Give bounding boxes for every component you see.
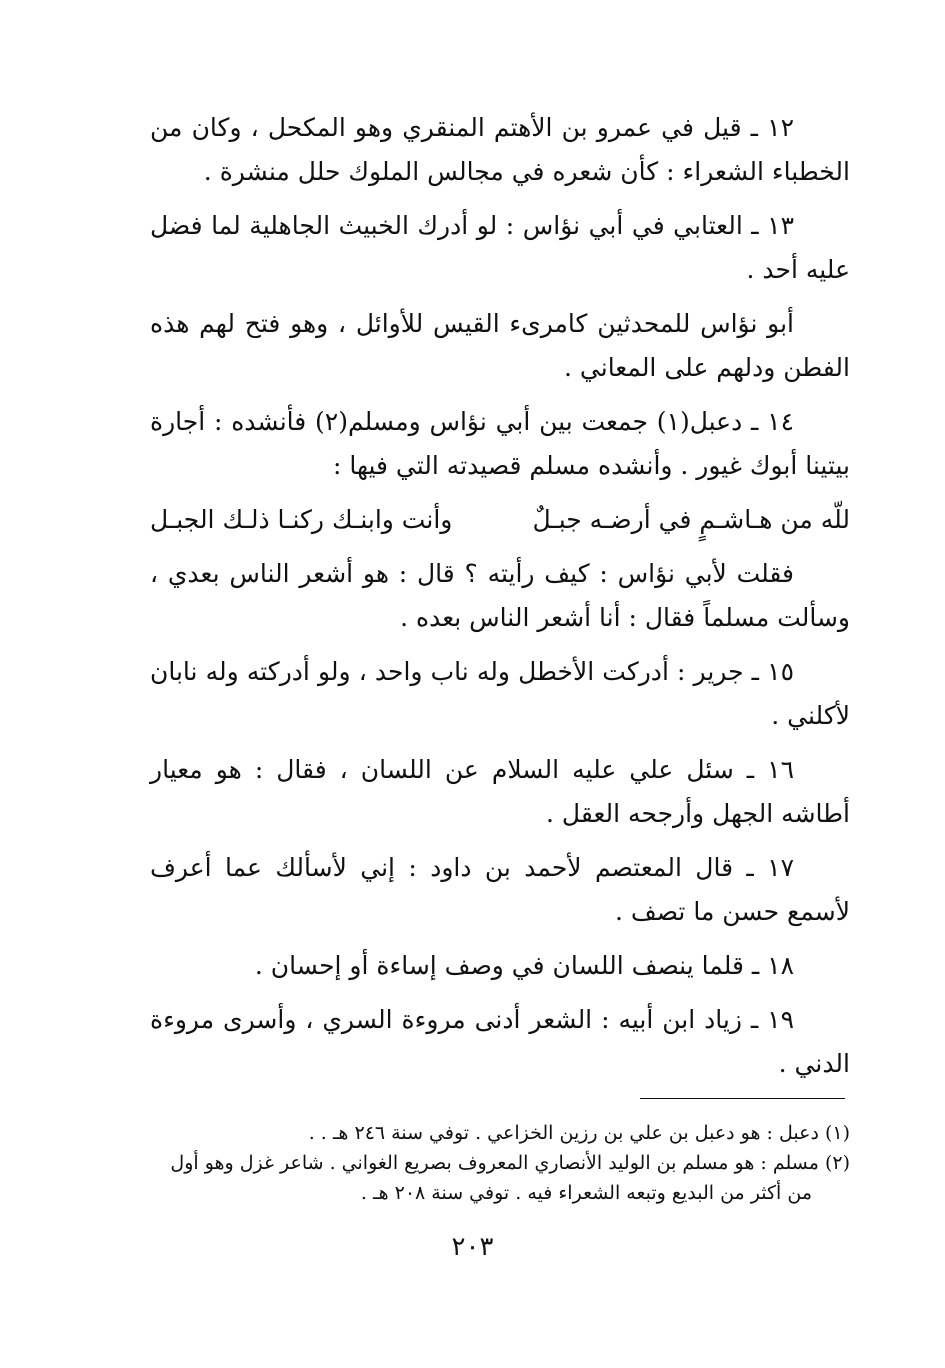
footnote-1: (١) دعبل : هو دعبل بن علي بن رزين الخزاعي . توفي سنة ٢٤٦ هـ . . [308,1122,850,1144]
paragraph-12: ١٢ ـ قيل في عمرو بن الأهتم المنقري وهو المكحل ، وكان من الخطباء الشعراء : كأن شعره في مجالس الملوك حلل منشرة . [150,113,850,186]
footnote-2: (٢) مسلم : هو مسلم بن الوليد الأنصاري المعروف بصريع الغواني . شاعر غزل وهو أول [170,1152,850,1174]
footnotes [150,1118,850,1208]
paragraph-18: ١٨ ـ قلما ينصف اللسان في وصف إساءة أو إحسان . [254,951,794,980]
verse-second-hemistich: وأنت وابنـك ركنـا ذلـك الجبـل [150,505,453,534]
paragraph-17: ١٧ ـ قال المعتصم لأحمد بن داود : إني لأسألك عما أعرف لأسمع حسن ما تصف . [150,853,850,926]
page-number: ٢٠٣ [451,1232,494,1262]
paragraph-14-continued: فقلت لأبي نؤاس : كيف رأيته ؟ قال : هو أشعر الناس بعدي ، وسألت مسلماً فقال : أنا أشعر الناس بعده . [150,559,850,632]
verse-first-hemistich: للّه من هـاشـمٍ في أرضـه جبـلٌ [532,505,850,534]
paragraph-14: ١٤ ـ دعبل(١) جمعت بين أبي نؤاس ومسلم(٢) فأنشده : أجارة بيتينا أبوك غيور . وأنشده مسلم قصيدته التي فيها : [150,407,850,480]
paragraph-19: ١٩ ـ زياد ابن أبيه : الشعر أدنى مروءة السري ، وأسرى مروءة الدني . [150,1005,850,1078]
paragraph-16: ١٦ ـ سئل علي عليه السلام عن اللسان ، فقال : هو معيار أطاشه الجهل وأرجحه العقل . [150,755,850,828]
footnote-divider [640,1098,845,1099]
footnote-2-continuation: من أكثر من البديع وتبعه الشعراء فيه . توفي سنة ٢٠٨ هـ . [360,1182,812,1204]
paragraph-15: ١٥ ـ جرير : أدركت الأخطل وله ناب واحد ، ولو أدركته وله نابان لأكلني . [150,657,850,730]
paragraph-13: ١٣ ـ العتابي في أبي نؤاس : لو أدرك الخبيث الجاهلية لما فضل عليه أحد . [150,211,850,284]
main-text [150,106,850,1096]
poetry-verse [150,498,850,542]
paragraph-13-continued: أبو نؤاس للمحدثين كامرىء القيس للأوائل ، وهو فتح لهم هذه الفطن ودلهم على المعاني . [150,309,850,382]
